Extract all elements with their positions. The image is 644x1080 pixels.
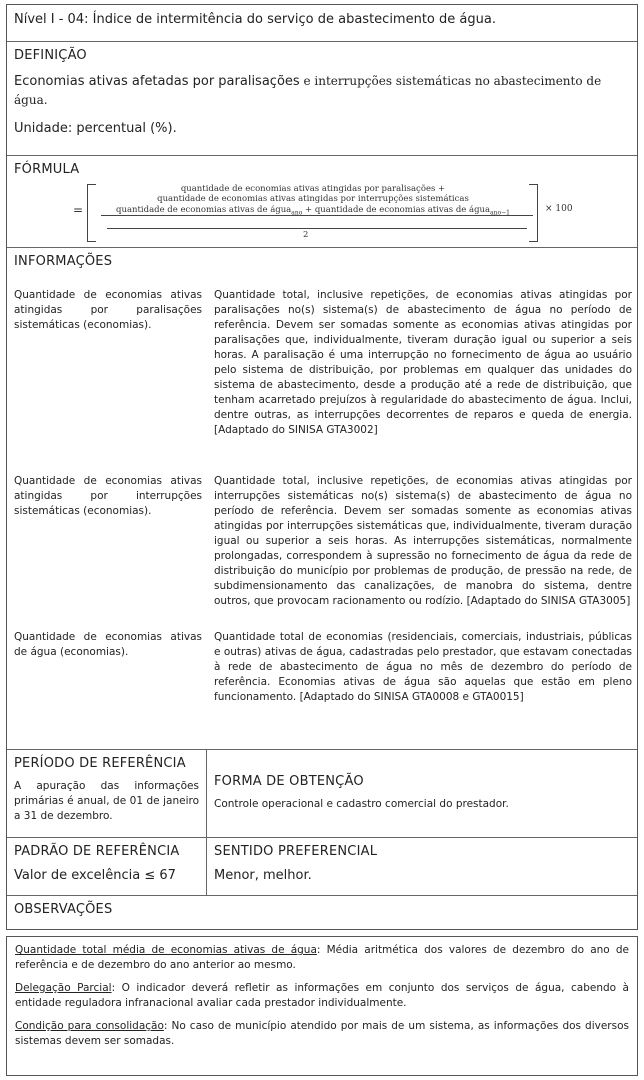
note-text: : O indicador deverá refletir as informações em conjunto dos serviços de água, cabendo à entidade reguladora infranacional avaliar cada prestador individualmente. (15, 982, 629, 1009)
den-part1: quantidade de economias ativas de água (116, 205, 292, 215)
definition-text-part1: Economias ativas afetadas por paralisações (14, 74, 300, 89)
reference-period-text: A apuração das informações primárias é anual, de 01 de janeiro a 31 de dezembro. (14, 780, 199, 822)
note-term: Quantidade total média de economias ativas de água (15, 944, 317, 956)
observations-heading: OBSERVAÇÕES (14, 902, 113, 917)
formula-heading: FÓRMULA (14, 162, 80, 177)
note-text: : Média aritmética dos valores de dezembro do ano de referência e de dezembro do ano anterior ao mesmo. (15, 944, 629, 971)
definition-section (7, 41, 637, 154)
observations-section (7, 895, 637, 929)
note-item (15, 981, 629, 1011)
formula-denominator (93, 205, 533, 217)
right-bracket (529, 184, 538, 242)
formula-numerator-line2: quantidade de economias ativas atingidas por interrupções sistemáticas (157, 194, 469, 204)
formula-expression (7, 184, 637, 246)
period-method-row (7, 749, 637, 837)
formula-numerator-line1: quantidade de economias ativas atingidas por paralisações + (180, 184, 446, 194)
indicator-title: Nível I - 04: Índice de intermitência do serviço de abastecimento de água. (14, 12, 496, 27)
info-variable-description: Quantidade total de economias (residenciais, comerciais, industriais, públicas e outras) ativas de água, cadastradas pelo prestador, que estavam conectadas à rede de abastecimento de água no mês de dezembro do período de referência. Economias ativas de água são aquelas que estão em pleno funcionamento. [Adaptado do SINISA GTA0008 e GTA0015] (214, 631, 632, 703)
info-variable-description: Quantidade total, inclusive repetições, de economias ativas atingidas por interrupções sistemáticas no(s) sistema(s) de abastecimento de água no período de referência. Devem ser somadas somente as economias ativas atingidas por interrupções sistemáticas que, individualmente, tiveram duração igual ou superior a seis horas. As interrupções sistemáticas, normalmente prolongadas, correspondem à supressão no fornecimento de água da rede de distribuição do município por problemas de produção, de pressão na rede, de subdimensionamento das canalizações, de manobra do sistema, dentre outros, que provocam racionamento ou rodízio. [Adaptado do SINISA GTA3005] (214, 475, 632, 607)
reference-standard-cell (7, 838, 207, 895)
info-variable-name: Quantidade de economias ativas de água (economias). (14, 631, 202, 658)
obtain-method-text: Controle operacional e cadastro comercial do prestador. (214, 798, 509, 810)
reference-standard-value: Valor de excelência ≤ 67 (14, 868, 176, 883)
information-section (7, 247, 637, 749)
reference-period-heading: PERÍODO DE REFERÊNCIA (14, 756, 186, 771)
indicator-sheet (6, 4, 638, 930)
preferred-direction-heading: SENTIDO PREFERENCIAL (214, 844, 378, 859)
formula-multiplier: × 100 (545, 204, 573, 214)
reference-standard-heading: PADRÃO DE REFERÊNCIA (14, 844, 180, 859)
den-sub2: ano−1 (490, 209, 510, 217)
inner-fraction-bar (107, 228, 527, 229)
note-term: Condição para consolidação (15, 1020, 164, 1032)
information-heading: INFORMAÇÕES (14, 254, 113, 269)
formula-divisor: 2 (303, 230, 309, 240)
reference-period-cell (7, 750, 207, 837)
definition-heading: DEFINIÇÃO (14, 48, 87, 63)
den-sub1: ano (291, 209, 303, 217)
info-variable-name: Quantidade de economias ativas atingidas por paralisações sistemáticas (economias). (14, 289, 202, 331)
notes-box (6, 936, 638, 1076)
definition-text-part2: e interrupções sistemáticas no abastecimento de água. (14, 74, 602, 107)
info-variable-name: Quantidade de economias ativas atingidas por interrupções sistemáticas (economias). (14, 475, 202, 517)
den-plus: + quantidade de economias ativas de água (302, 205, 491, 215)
formula-equals: = (73, 203, 84, 217)
unit-text: Unidade: percentual (%). (14, 121, 177, 136)
info-variable-description: Quantidade total, inclusive repetições, de economias ativas atingidas por paralisações no(s) sistema(s) de abastecimento de água no período de referência. Devem ser somadas somente as economias ativas atingidas por paralisações que, individualmente, tiveram duração igual ou superior a seis horas. A paralisação é uma interrupção no fornecimento de água ao usuário pelo sistema de distribuição, por problemas em qualquer das unidades do sistema de abastecimento, desde a produção até a rede de distribuição, que tenham acarretado prejuízos à regularidade do abastecimento de água. Inclui, dentre outras, as interrupções decorrentes de reparos e queda de energia. [Adaptado do SINISA GTA3002] (214, 289, 632, 436)
note-item (15, 1019, 629, 1049)
obtain-method-heading: FORMA DE OBTENÇÃO (214, 774, 364, 789)
note-term: Delegação Parcial (15, 982, 112, 994)
preferred-direction-value: Menor, melhor. (214, 868, 312, 883)
definition-text (14, 72, 630, 110)
formula-section (7, 155, 637, 247)
obtain-method-cell (207, 750, 637, 837)
note-item (15, 943, 629, 973)
standard-direction-row (7, 837, 637, 895)
preferred-direction-cell (207, 838, 637, 895)
note-text: : No caso de município atendido por mais de um sistema, as informações dos diversos sistemas devem ser somadas. (15, 1020, 629, 1047)
